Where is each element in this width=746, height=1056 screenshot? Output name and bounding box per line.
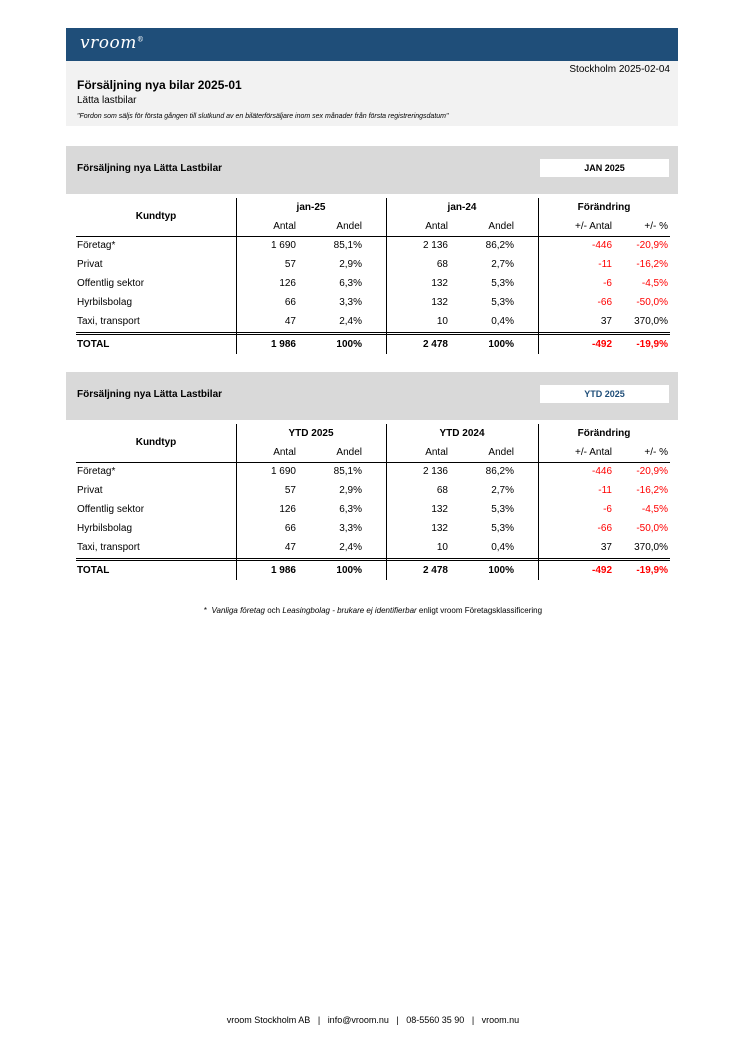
table-total-row: TOTAL 1 986 100% 2 478 100% -492 -19,9% [76,332,670,356]
report-info [66,61,678,126]
definition-note: "Fordon som säljs för första gången till slutkund av en biläterförsäljare inom sex månader från första registreringsdatum" [77,113,449,120]
report-date: Stockholm 2025-02-04 [569,64,670,75]
table-header: Kundtyp jan-25 jan-24 Förändring Antal Andel Antal Andel +/- Antal +/- % [76,198,670,237]
footer-company: vroom Stockholm AB [226,1015,311,1025]
table-row: Taxi, transport 47 2,4% 10 0,4% 37 370,0% [77,316,668,327]
period-badge: YTD 2025 [540,385,669,403]
table-row: Privat 57 2,9% 68 2,7% -11 -16,2% [77,259,668,270]
section-header-month [66,146,678,194]
table-row: Taxi, transport 47 2,4% 10 0,4% 37 370,0% [77,542,668,553]
table-row: Företag* 1 690 85,1% 2 136 86,2% -446 -20,9% [77,240,668,251]
table-row: Privat 57 2,9% 68 2,7% -11 -16,2% [77,485,668,496]
section-header-ytd [66,372,678,420]
footnote: * Vanliga företag och Leasingbolag - brukare ej identifierbar enligt vroom Företagsklassificering [203,606,543,615]
period-badge: JAN 2025 [540,159,669,177]
table-row: Offentlig sektor 126 6,3% 132 5,3% -6 -4,5% [77,278,668,289]
page-footer: vroom Stockholm AB | info@vroom.nu | 08-5560 35 90 | vroom.nu [226,1015,520,1025]
sales-table-month [76,198,670,356]
table-row: Offentlig sektor 126 6,3% 132 5,3% -6 -4,5% [77,504,668,515]
table-row: Hyrbilsbolag 66 3,3% 132 5,3% -66 -50,0% [77,523,668,534]
table-row: Företag* 1 690 85,1% 2 136 86,2% -446 -20,9% [77,466,668,477]
footer-email[interactable]: info@vroom.nu [327,1015,389,1025]
table-row: Hyrbilsbolag 66 3,3% 132 5,3% -66 -50,0% [77,297,668,308]
table-header: Kundtyp YTD 2025 YTD 2024 Förändring Antal Andel Antal Andel +/- Antal +/- % [76,424,670,463]
table-total-row: TOTAL 1 986 100% 2 478 100% -492 -19,9% [76,558,670,582]
vroom-logo: vroom® [80,33,145,53]
section-title: Försäljning nya Lätta Lastbilar [77,163,223,174]
footer-phone: 08-5560 35 90 [406,1015,465,1025]
footer-website[interactable]: vroom.nu [481,1015,520,1025]
report-title: Försäljning nya bilar 2025-01 [77,78,242,92]
sales-table-ytd [76,424,670,582]
section-title: Försäljning nya Lätta Lastbilar [77,389,223,400]
brand-bar [66,28,678,61]
report-subtitle: Lätta lastbilar [77,95,137,106]
